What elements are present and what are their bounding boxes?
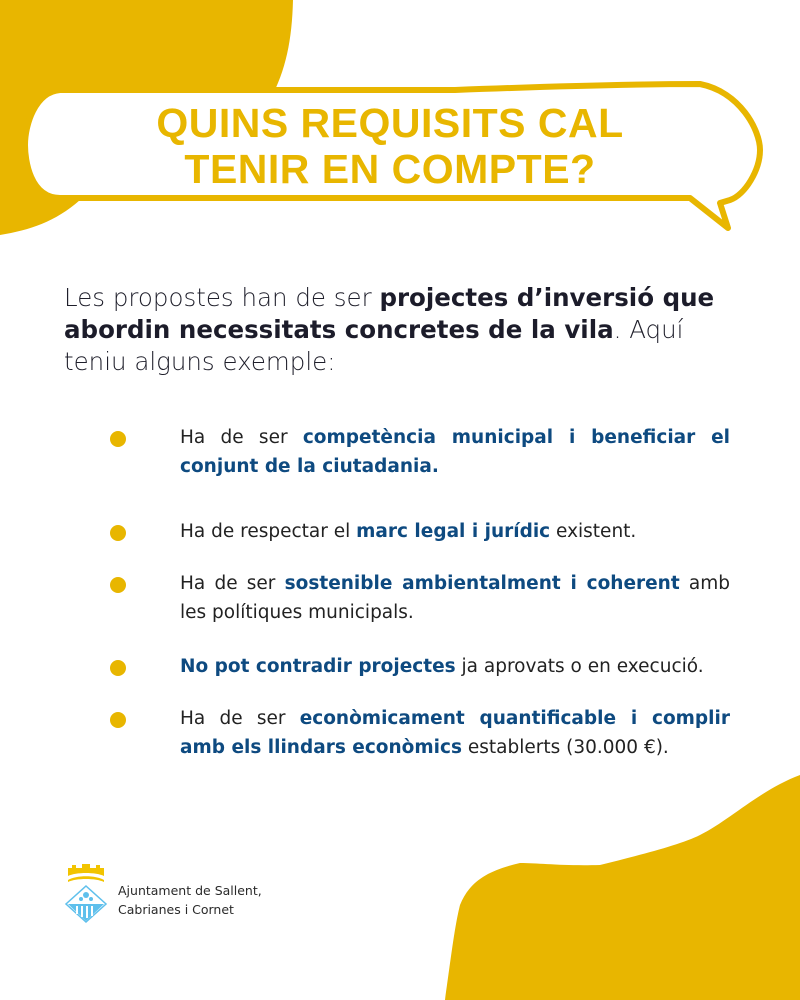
requirements-list (110, 423, 730, 762)
req-text: Ha de ser (180, 573, 285, 594)
intro-paragraph (64, 282, 744, 378)
title-line-2: TENIR EN COMPTE? (184, 146, 596, 192)
requirement-item (110, 569, 730, 652)
intro-bold: projectes d’inversió que abordin necessitats concretes de la vila (64, 283, 715, 344)
coat-of-arms-icon (62, 862, 110, 924)
intro-text-1: Les propostes han de ser (64, 283, 380, 312)
bullet-dot-icon (110, 660, 126, 676)
req-text: Ha de ser (180, 427, 303, 448)
organization-name (118, 881, 262, 919)
requirement-item (110, 423, 730, 517)
req-bold: competència municipal i beneficiar el conjunt de la ciutadania. (180, 427, 730, 477)
requirement-item (110, 652, 730, 704)
req-text: existent. (550, 521, 637, 542)
req-text: Ha de ser (180, 708, 300, 729)
bullet-dot-icon (110, 431, 126, 447)
req-bold: No pot contradir projectes (180, 656, 456, 677)
requirement-item (110, 704, 730, 762)
req-text: establerts (30.000 €). (461, 737, 669, 758)
org-name-line-1: Ajuntament de Sallent, (118, 883, 262, 898)
req-bold: econòmicament quantificable i complir amb els llindars econòmics (180, 708, 730, 758)
req-bold: marc legal i jurídic (356, 521, 551, 542)
req-bold: sostenible ambientalment i coherent (284, 573, 680, 594)
bullet-dot-icon (110, 577, 126, 593)
bullet-dot-icon (110, 525, 126, 541)
org-name-line-2: Cabrianes i Cornet (118, 902, 234, 917)
intro-text-2: . Aquí teniu alguns exemple: (64, 315, 684, 376)
req-text: Ha de respectar el (180, 521, 357, 542)
bullet-dot-icon (110, 712, 126, 728)
title-line-1: QUINS REQUISITS CAL (156, 100, 624, 146)
requirement-item (110, 517, 730, 569)
bottom-right-blob (445, 775, 800, 1000)
req-text: ja aprovats o en execució. (455, 656, 704, 677)
req-text: amb les polítiques municipals. (180, 573, 730, 623)
page-title (70, 100, 710, 192)
